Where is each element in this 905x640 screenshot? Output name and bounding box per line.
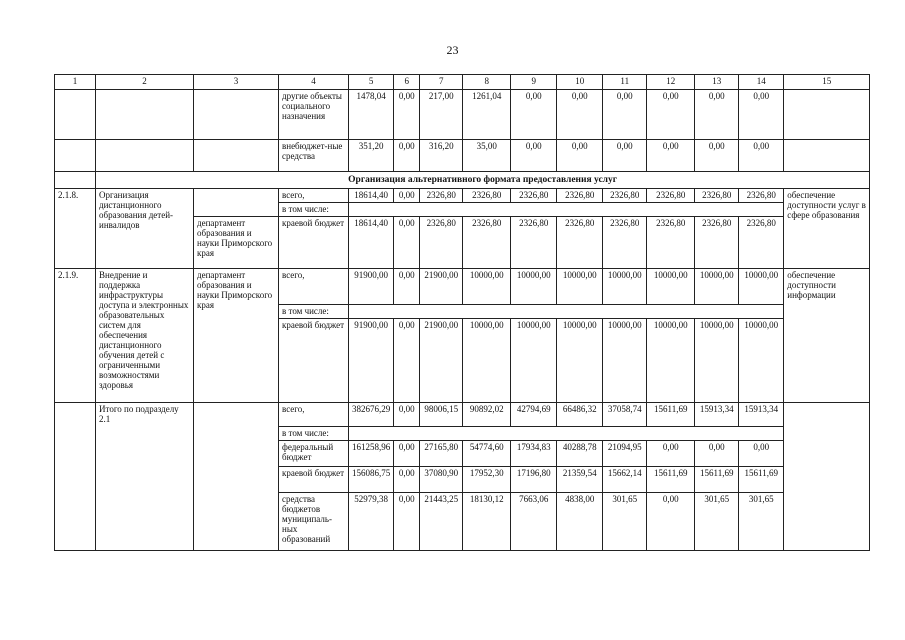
- value-cell: 35,00: [463, 140, 511, 172]
- value-cell: 4838,00: [557, 493, 603, 551]
- value-cell: 0,00: [394, 217, 420, 269]
- row-executor: департамент образования и науки Приморского края: [194, 269, 279, 403]
- value-cell: 10000,00: [647, 269, 695, 305]
- value-cell: 21900,00: [420, 319, 463, 403]
- value-cell: 21359,54: [557, 467, 603, 493]
- value-cell: 161258,96: [349, 441, 394, 467]
- value-cell: 10000,00: [511, 319, 557, 403]
- value-cell: 2326,80: [511, 217, 557, 269]
- header-cell: 4: [279, 75, 349, 90]
- header-cell: 3: [194, 75, 279, 90]
- value-cell: 21900,00: [420, 269, 463, 305]
- value-cell: 10000,00: [557, 269, 603, 305]
- table-row: [55, 189, 870, 203]
- table-row: [55, 140, 870, 172]
- value-cell: 2326,80: [463, 189, 511, 203]
- value-cell: 21443,25: [420, 493, 463, 551]
- value-cell: 316,20: [420, 140, 463, 172]
- value-cell: 10000,00: [463, 319, 511, 403]
- value-cell: 2326,80: [511, 189, 557, 203]
- header-cell: 13: [695, 75, 739, 90]
- row-label: в том числе:: [279, 427, 349, 441]
- value-cell: 98006,15: [420, 403, 463, 427]
- value-cell: 15611,69: [695, 467, 739, 493]
- row-result: обеспечение доступности услуг в сфере образования: [784, 189, 870, 269]
- value-cell: 10000,00: [511, 269, 557, 305]
- value-cell: 10000,00: [695, 269, 739, 305]
- header-cell: 6: [394, 75, 420, 90]
- row-label: средства бюджетов муниципаль-ных образований: [279, 493, 349, 551]
- value-cell: 0,00: [394, 90, 420, 140]
- row-code: 2.1.9.: [55, 269, 96, 403]
- row-executor: департамент образования и науки Приморского края: [194, 217, 279, 269]
- value-cell: 0,00: [511, 90, 557, 140]
- value-cell: 10000,00: [647, 319, 695, 403]
- page-number: 23: [446, 43, 459, 57]
- table-row: [55, 403, 870, 427]
- value-cell: 10000,00: [463, 269, 511, 305]
- value-cell: 54774,60: [463, 441, 511, 467]
- value-cell: 91900,00: [349, 319, 394, 403]
- header-cell: 7: [420, 75, 463, 90]
- header-cell: 15: [784, 75, 870, 90]
- value-cell: 10000,00: [739, 319, 784, 403]
- value-cell: 18614,40: [349, 217, 394, 269]
- row-name: Организация дистанционного образования детей-инвалидов: [96, 189, 194, 269]
- section-title: Организация альтернативного формата предоставления услуг: [96, 172, 870, 189]
- value-cell: 0,00: [739, 441, 784, 467]
- value-cell: 382676,29: [349, 403, 394, 427]
- row-label: краевой бюджет: [279, 319, 349, 403]
- value-cell: 0,00: [394, 319, 420, 403]
- value-cell: 2326,80: [420, 217, 463, 269]
- value-cell: 17196,80: [511, 467, 557, 493]
- value-cell: 301,65: [603, 493, 647, 551]
- program-table: [54, 74, 870, 551]
- value-cell: 18614,40: [349, 189, 394, 203]
- value-cell: 17952,30: [463, 467, 511, 493]
- value-cell: 52979,38: [349, 493, 394, 551]
- row-label: в том числе:: [279, 305, 349, 319]
- value-cell: 0,00: [557, 90, 603, 140]
- value-cell: 15913,34: [695, 403, 739, 427]
- header-cell: 8: [463, 75, 511, 90]
- value-cell: 2326,80: [557, 217, 603, 269]
- header-cell: 2: [96, 75, 194, 90]
- section-row: [55, 172, 870, 189]
- header-row: [55, 75, 870, 90]
- value-cell: 1261,04: [463, 90, 511, 140]
- row-label: всего,: [279, 189, 349, 203]
- header-cell: 12: [647, 75, 695, 90]
- value-cell: 2326,80: [557, 189, 603, 203]
- value-cell: 10000,00: [557, 319, 603, 403]
- value-cell: 2326,80: [647, 189, 695, 203]
- value-cell: 351,20: [349, 140, 394, 172]
- row-label: внебюджет-ные средства: [279, 140, 349, 172]
- value-cell: 18130,12: [463, 493, 511, 551]
- value-cell: 2326,80: [463, 217, 511, 269]
- value-cell: 0,00: [603, 140, 647, 172]
- value-cell: 1478,04: [349, 90, 394, 140]
- row-label: краевой бюджет: [279, 467, 349, 493]
- value-cell: 0,00: [695, 140, 739, 172]
- header-cell: 10: [557, 75, 603, 90]
- value-cell: 0,00: [603, 90, 647, 140]
- header-cell: 1: [55, 75, 96, 90]
- table-row: [55, 90, 870, 140]
- value-cell: 10000,00: [603, 269, 647, 305]
- row-result: обеспечение доступности информации: [784, 269, 870, 403]
- value-cell: 90892,02: [463, 403, 511, 427]
- value-cell: 21094,95: [603, 441, 647, 467]
- value-cell: 0,00: [695, 90, 739, 140]
- value-cell: 0,00: [647, 441, 695, 467]
- value-cell: 15662,14: [603, 467, 647, 493]
- value-cell: 15611,69: [647, 467, 695, 493]
- value-cell: 301,65: [695, 493, 739, 551]
- value-cell: 0,00: [394, 441, 420, 467]
- value-cell: 0,00: [647, 493, 695, 551]
- value-cell: 0,00: [394, 493, 420, 551]
- header-cell: 5: [349, 75, 394, 90]
- value-cell: 0,00: [557, 140, 603, 172]
- value-cell: 2326,80: [695, 189, 739, 203]
- value-cell: 42794,69: [511, 403, 557, 427]
- value-cell: 2326,80: [603, 189, 647, 203]
- value-cell: 0,00: [739, 90, 784, 140]
- header-cell: 14: [739, 75, 784, 90]
- header-cell: 11: [603, 75, 647, 90]
- row-name: Внедрение и поддержка инфраструктуры доступа и электронных образовательных систем для обеспечения дистанционного обучения детей с ограниченными возможностями здоровья: [96, 269, 194, 403]
- value-cell: 10000,00: [739, 269, 784, 305]
- value-cell: 0,00: [394, 189, 420, 203]
- value-cell: 2326,80: [695, 217, 739, 269]
- table-row: [55, 269, 870, 305]
- value-cell: 217,00: [420, 90, 463, 140]
- value-cell: 0,00: [647, 140, 695, 172]
- value-cell: 37080,90: [420, 467, 463, 493]
- value-cell: 40288,78: [557, 441, 603, 467]
- row-label: всего,: [279, 269, 349, 305]
- value-cell: 156086,75: [349, 467, 394, 493]
- value-cell: 66486,32: [557, 403, 603, 427]
- row-label: краевой бюджет: [279, 217, 349, 269]
- value-cell: 37058,74: [603, 403, 647, 427]
- value-cell: 0,00: [511, 140, 557, 172]
- value-cell: 0,00: [394, 269, 420, 305]
- value-cell: 17934,83: [511, 441, 557, 467]
- row-label: федеральный бюджет: [279, 441, 349, 467]
- row-label: в том числе:: [279, 203, 349, 217]
- row-code: 2.1.8.: [55, 189, 96, 269]
- value-cell: 2326,80: [739, 189, 784, 203]
- row-label: всего,: [279, 403, 349, 427]
- value-cell: 0,00: [394, 467, 420, 493]
- value-cell: 15611,69: [647, 403, 695, 427]
- value-cell: 2326,80: [647, 217, 695, 269]
- value-cell: 0,00: [695, 441, 739, 467]
- value-cell: 10000,00: [603, 319, 647, 403]
- value-cell: 91900,00: [349, 269, 394, 305]
- value-cell: 0,00: [394, 140, 420, 172]
- value-cell: 27165,80: [420, 441, 463, 467]
- value-cell: 7663,06: [511, 493, 557, 551]
- value-cell: 15611,69: [739, 467, 784, 493]
- value-cell: 15913,34: [739, 403, 784, 427]
- row-name: Итого по подразделу 2.1: [96, 403, 194, 551]
- value-cell: 2326,80: [420, 189, 463, 203]
- row-label: другие объекты социального назначения: [279, 90, 349, 140]
- value-cell: 2326,80: [603, 217, 647, 269]
- value-cell: 301,65: [739, 493, 784, 551]
- value-cell: 0,00: [647, 90, 695, 140]
- value-cell: 0,00: [739, 140, 784, 172]
- header-cell: 9: [511, 75, 557, 90]
- value-cell: 0,00: [394, 403, 420, 427]
- value-cell: 2326,80: [739, 217, 784, 269]
- value-cell: 10000,00: [695, 319, 739, 403]
